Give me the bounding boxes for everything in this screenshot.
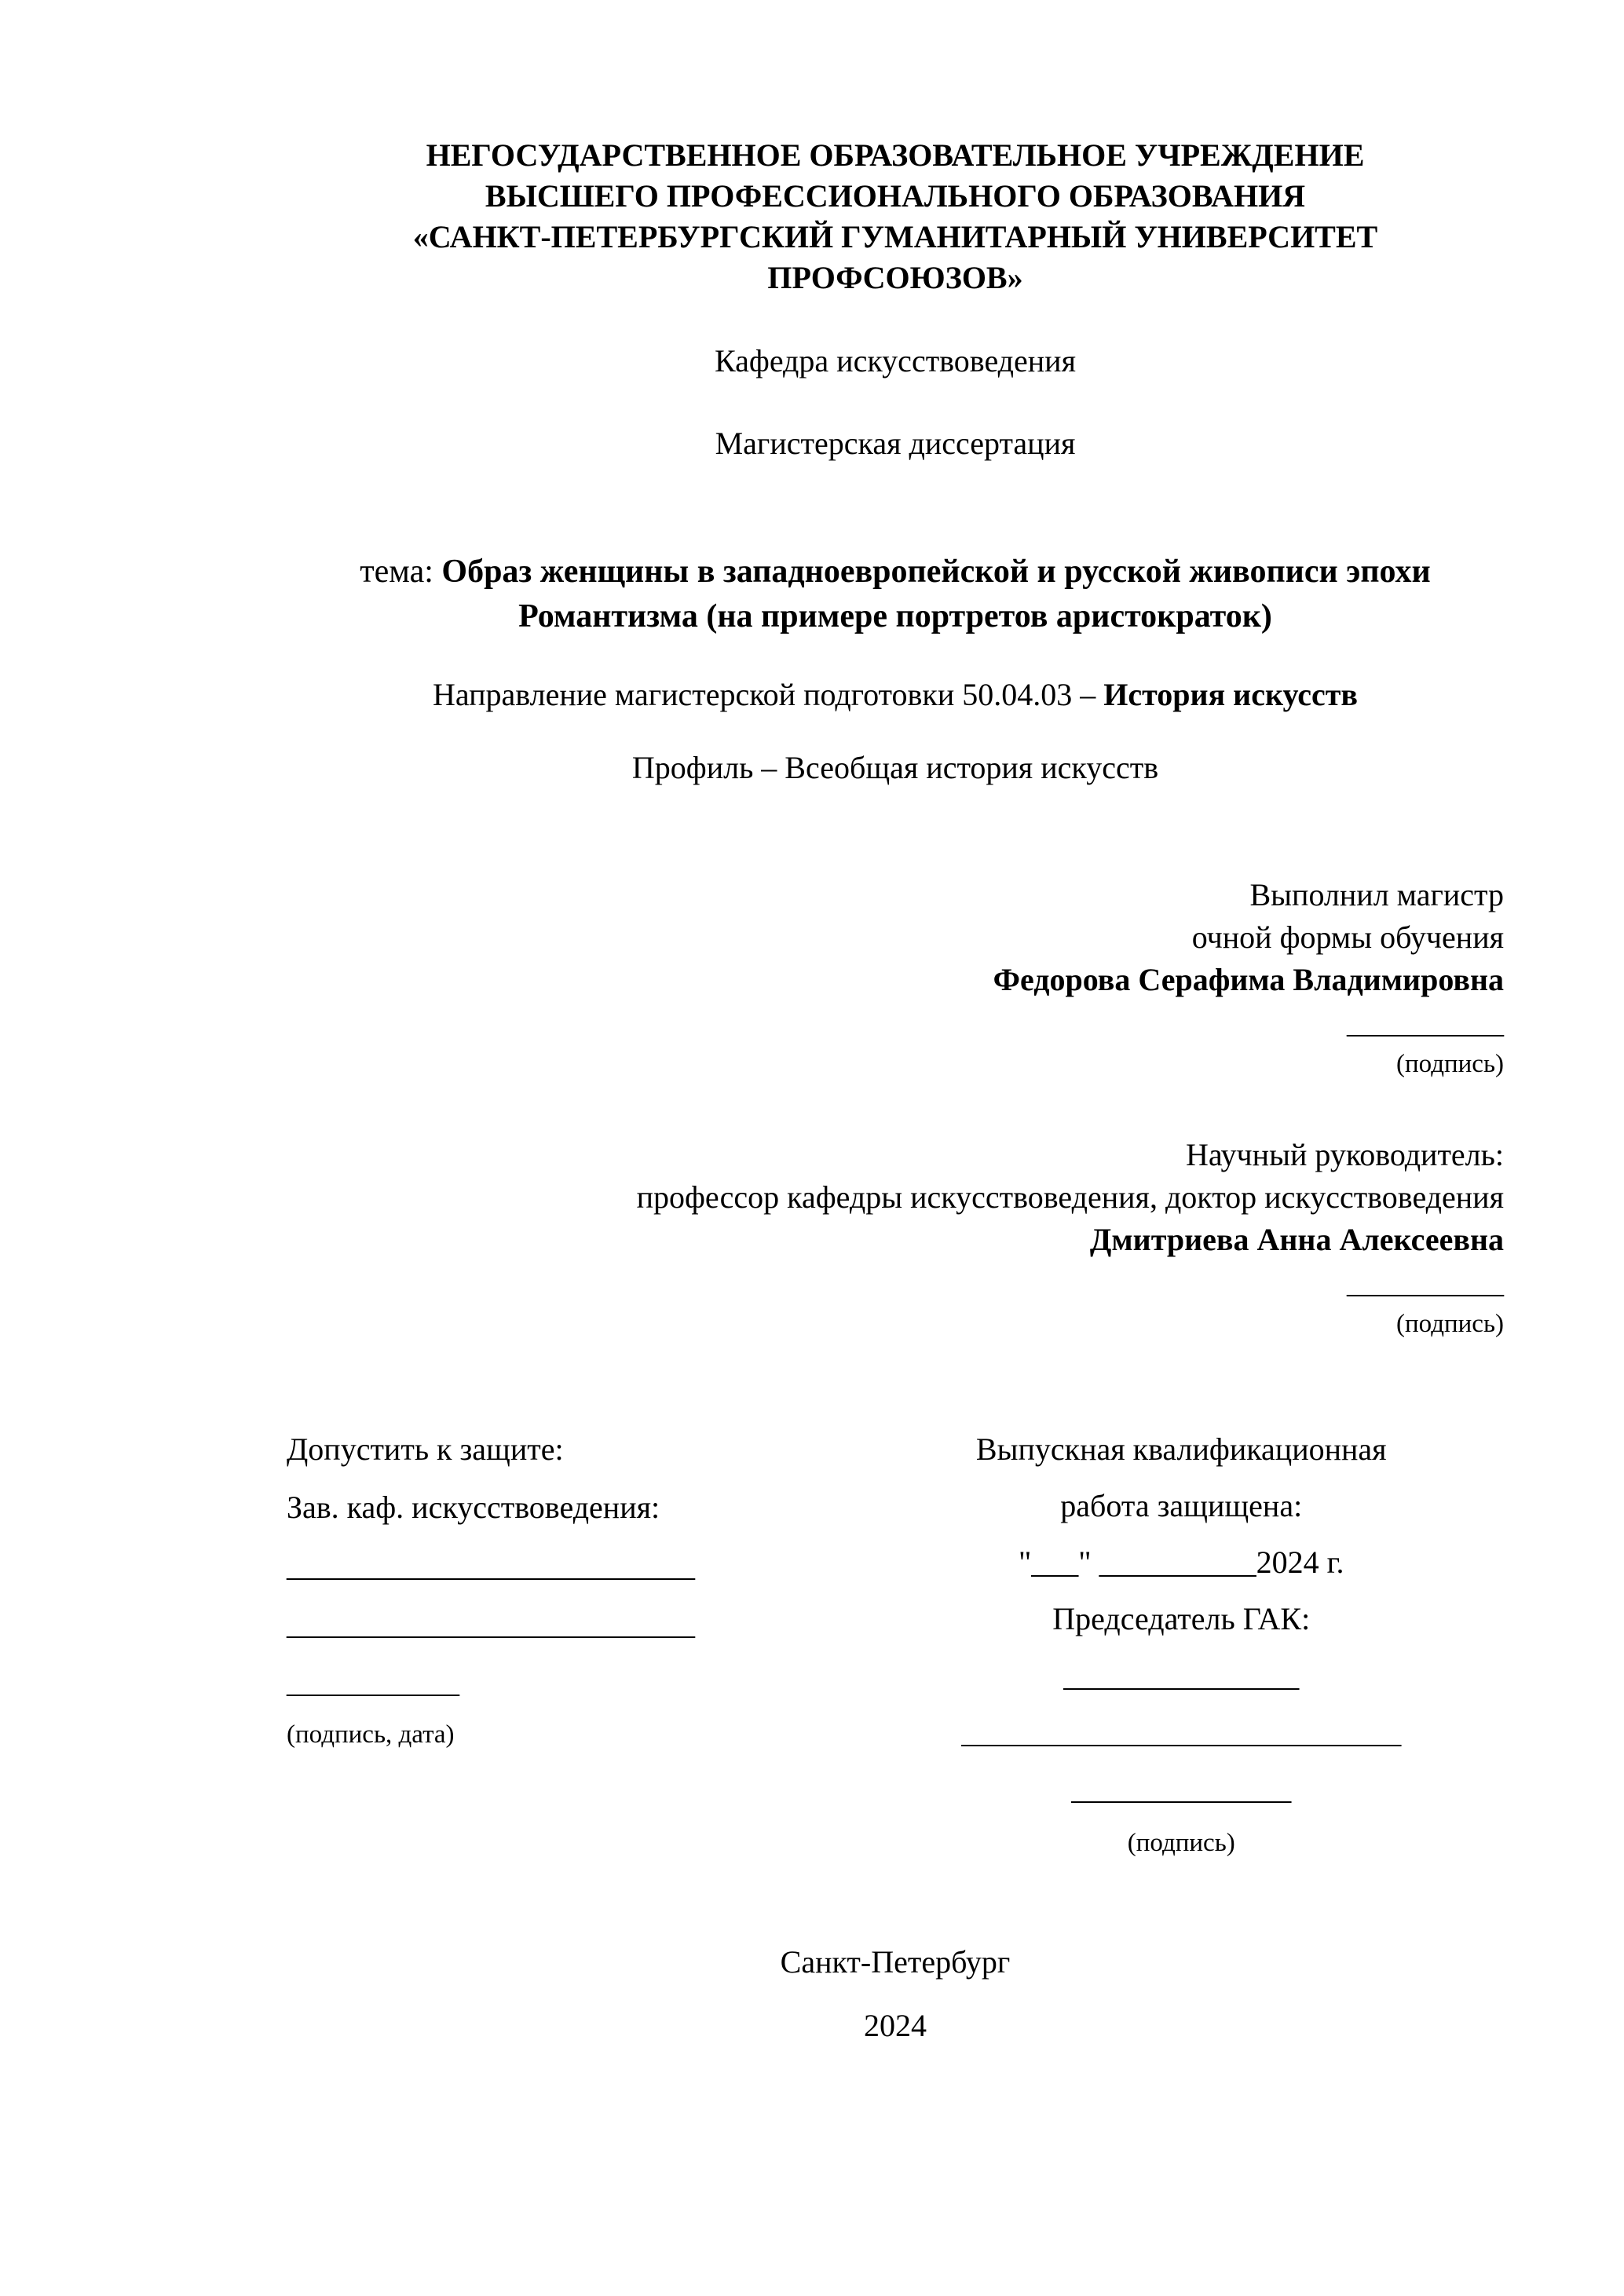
defense-line-1: Выпускная квалификационная xyxy=(975,1431,1387,1468)
defense-blank-line-2: ____________________________ xyxy=(961,1714,1402,1750)
university-line-1: НЕГОСУДАРСТВЕННОЕ ОБРАЗОВАТЕЛЬНОЕ УЧРЕЖДЕНИЕ xyxy=(426,137,1365,173)
direction-value: История искусств xyxy=(1103,677,1358,713)
work-type: Магистерская диссертация xyxy=(715,426,1076,461)
defense-blank-line-3: ______________ xyxy=(1071,1771,1292,1807)
defense-line-2: работа защищена: xyxy=(1060,1488,1303,1524)
direction-line xyxy=(287,676,1504,713)
year: 2024 xyxy=(864,2008,927,2044)
university-line-2: ВЫСШЕГО ПРОФЕССИОНАЛЬНОГО ОБРАЗОВАНИЯ xyxy=(485,178,1306,214)
theme-label: тема: xyxy=(360,554,442,590)
author-block xyxy=(287,874,1504,1082)
university-line-4: ПРОФСОЮЗОВ» xyxy=(767,260,1023,295)
approval-section xyxy=(287,1429,1504,1860)
advisor-title: Научный руководитель: xyxy=(1185,1136,1504,1172)
defense-signature-caption: (подпись) xyxy=(1127,1829,1235,1858)
admission-blank-line-2: __________________________ xyxy=(287,1606,695,1642)
university-header xyxy=(287,135,1504,298)
admission-blank-line-3: ___________ xyxy=(287,1664,459,1700)
defense-block xyxy=(859,1429,1505,1860)
defense-blank-line-1: _______________ xyxy=(1063,1658,1300,1694)
advisor-name: Дмитриева Анна Алексеевна xyxy=(1089,1221,1504,1257)
author-signature-caption: (подпись) xyxy=(1396,1050,1504,1079)
theme-title: Образ женщины в западноевропейской и русской живописи эпохи Романтизма (на примере портретов аристократок) xyxy=(441,554,1431,634)
profile-line: Профиль – Всеобщая история искусств xyxy=(631,750,1159,786)
direction-prefix: Направление магистерской подготовки 50.04.03 – xyxy=(433,677,1104,713)
university-line-3: «САНКТ-ПЕТЕРБУРГСКИЙ ГУМАНИТАРНЫЙ УНИВЕРСИТЕТ xyxy=(412,219,1378,254)
advisor-position: профессор кафедры искусствоведения, доктор искусствоведения xyxy=(636,1179,1504,1215)
admission-block xyxy=(287,1429,859,1860)
admission-line-1: Допустить к защите: xyxy=(287,1431,564,1468)
admission-line-2: Зав. каф. искусствоведения: xyxy=(287,1490,660,1526)
defense-chair-label: Председатель ГАК: xyxy=(1052,1601,1311,1637)
author-role: Выполнил магистр xyxy=(1249,877,1504,913)
admission-blank-line-1: __________________________ xyxy=(287,1548,695,1584)
department-name: Кафедра искусствоведения xyxy=(715,343,1076,378)
author-signature-line: __________ xyxy=(1347,1004,1504,1040)
advisor-signature-line: __________ xyxy=(1347,1263,1504,1300)
city: Санкт-Петербург xyxy=(780,1944,1011,1980)
advisor-signature-caption: (подпись) xyxy=(1396,1309,1504,1338)
author-name: Федорова Серафима Владимировна xyxy=(993,962,1504,998)
advisor-block xyxy=(287,1134,1504,1342)
author-study-form: очной формы обучения xyxy=(1191,919,1504,956)
admission-signature-caption: (подпись, дата) xyxy=(287,1720,455,1749)
thesis-theme xyxy=(306,550,1484,638)
defense-date-line: "___" __________2024 г. xyxy=(1018,1545,1344,1581)
